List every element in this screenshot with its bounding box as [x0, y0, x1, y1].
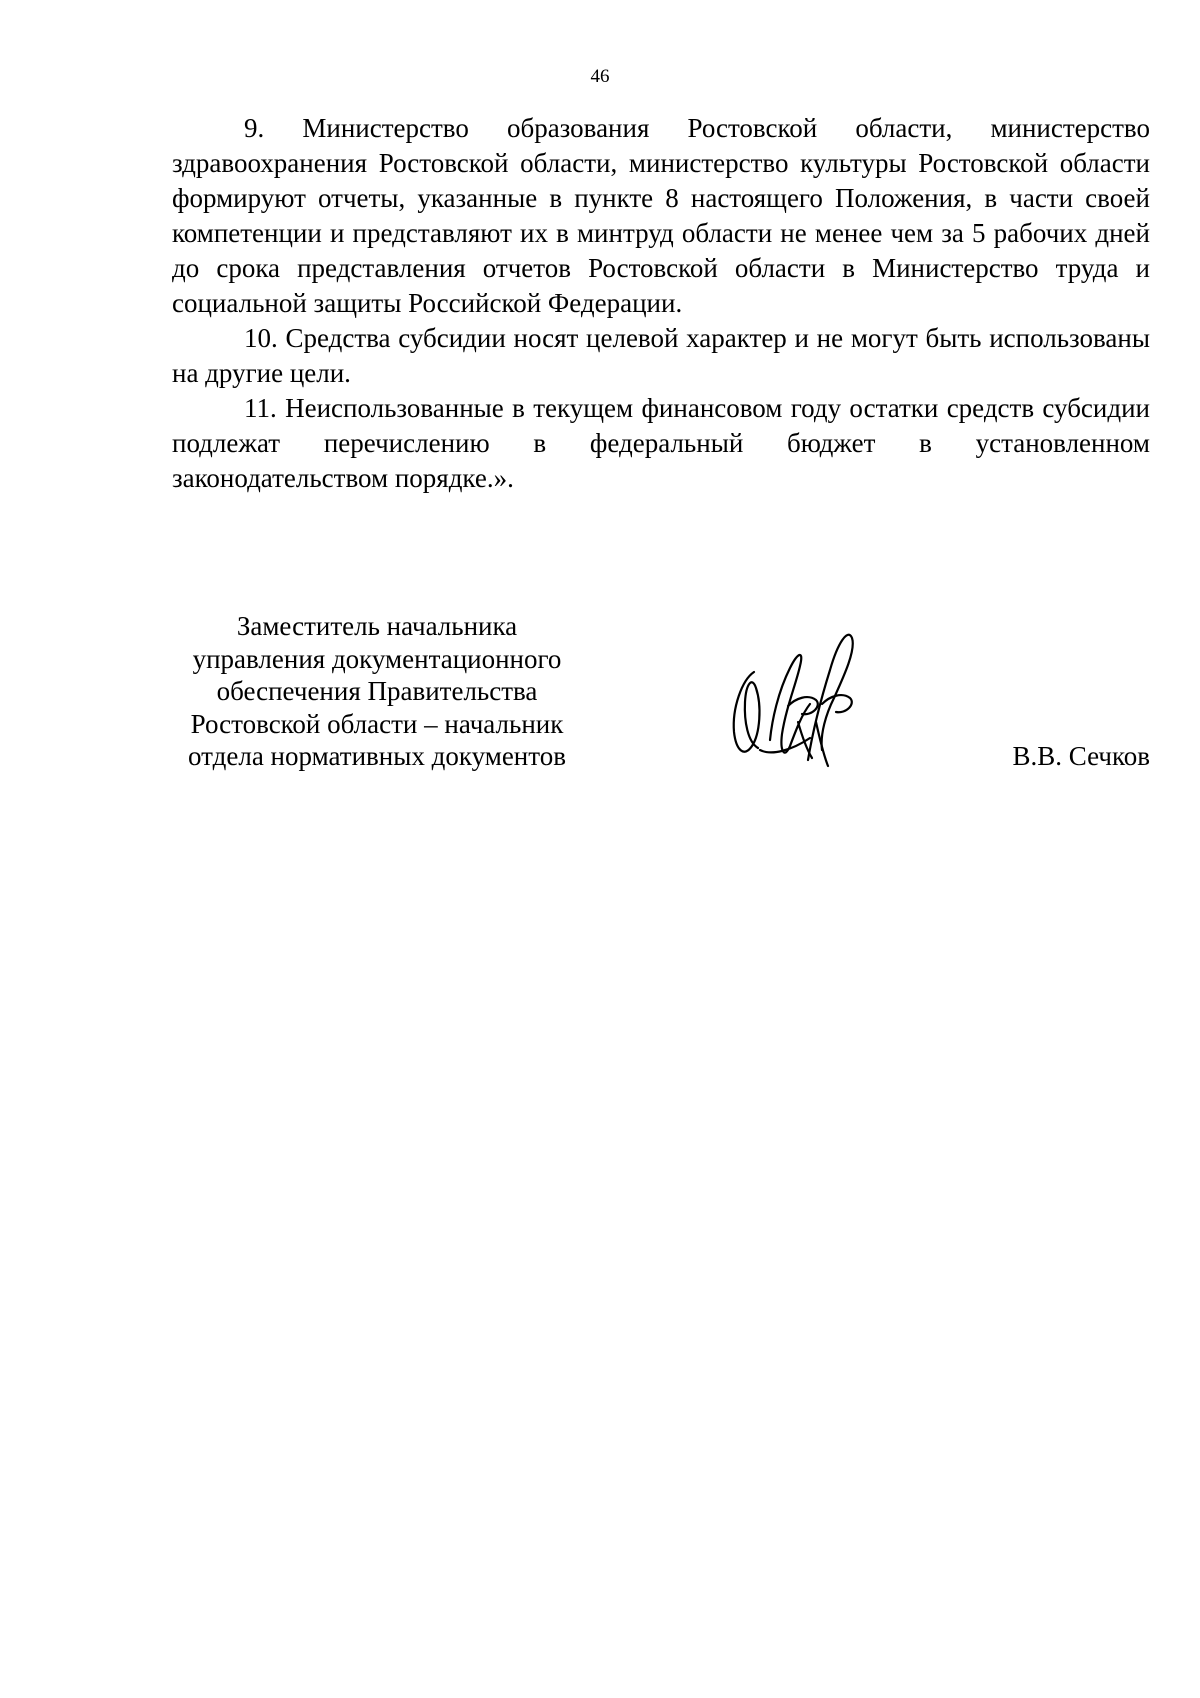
signer-title-line: Заместитель начальника: [236, 611, 518, 641]
signer-name: В.В. Сечков: [1012, 741, 1150, 771]
signer-title: [172, 610, 582, 773]
handwritten-signature-icon: [712, 610, 882, 780]
signer-title-line: отдела нормативных документов: [188, 741, 566, 771]
signer-title-line: Ростовской области – начальник: [190, 708, 564, 739]
paragraph-9: 9. Министерство образования Ростовской области, министерство здравоохранения Ростовской области, министерство культуры Ростовской области формируют отчеты, указанные в пункте 8 настоящего Положения, в части своей компетенции и представляют их в минтруд области не менее чем за 5 рабочих дней до срока представления отчетов Ростовской области в Министерство труда и социальной защиты Российской Федерации.: [172, 113, 1150, 318]
paragraph-11: 11. Неиспользованные в текущем финансовом году остатки средств субсидии подлежат перечислению в федеральный бюджет в установленном законодательством порядке.».: [172, 393, 1150, 493]
signature-block: [172, 610, 1150, 780]
page-number: 46: [590, 66, 610, 87]
signer-title-line: обеспечения Правительства: [216, 676, 538, 706]
signer-title-line: управления документационного: [192, 643, 562, 674]
document-body: [172, 111, 1150, 496]
paragraph-10: 10. Средства субсидии носят целевой характер и не могут быть использованы на другие цели.: [172, 323, 1150, 388]
